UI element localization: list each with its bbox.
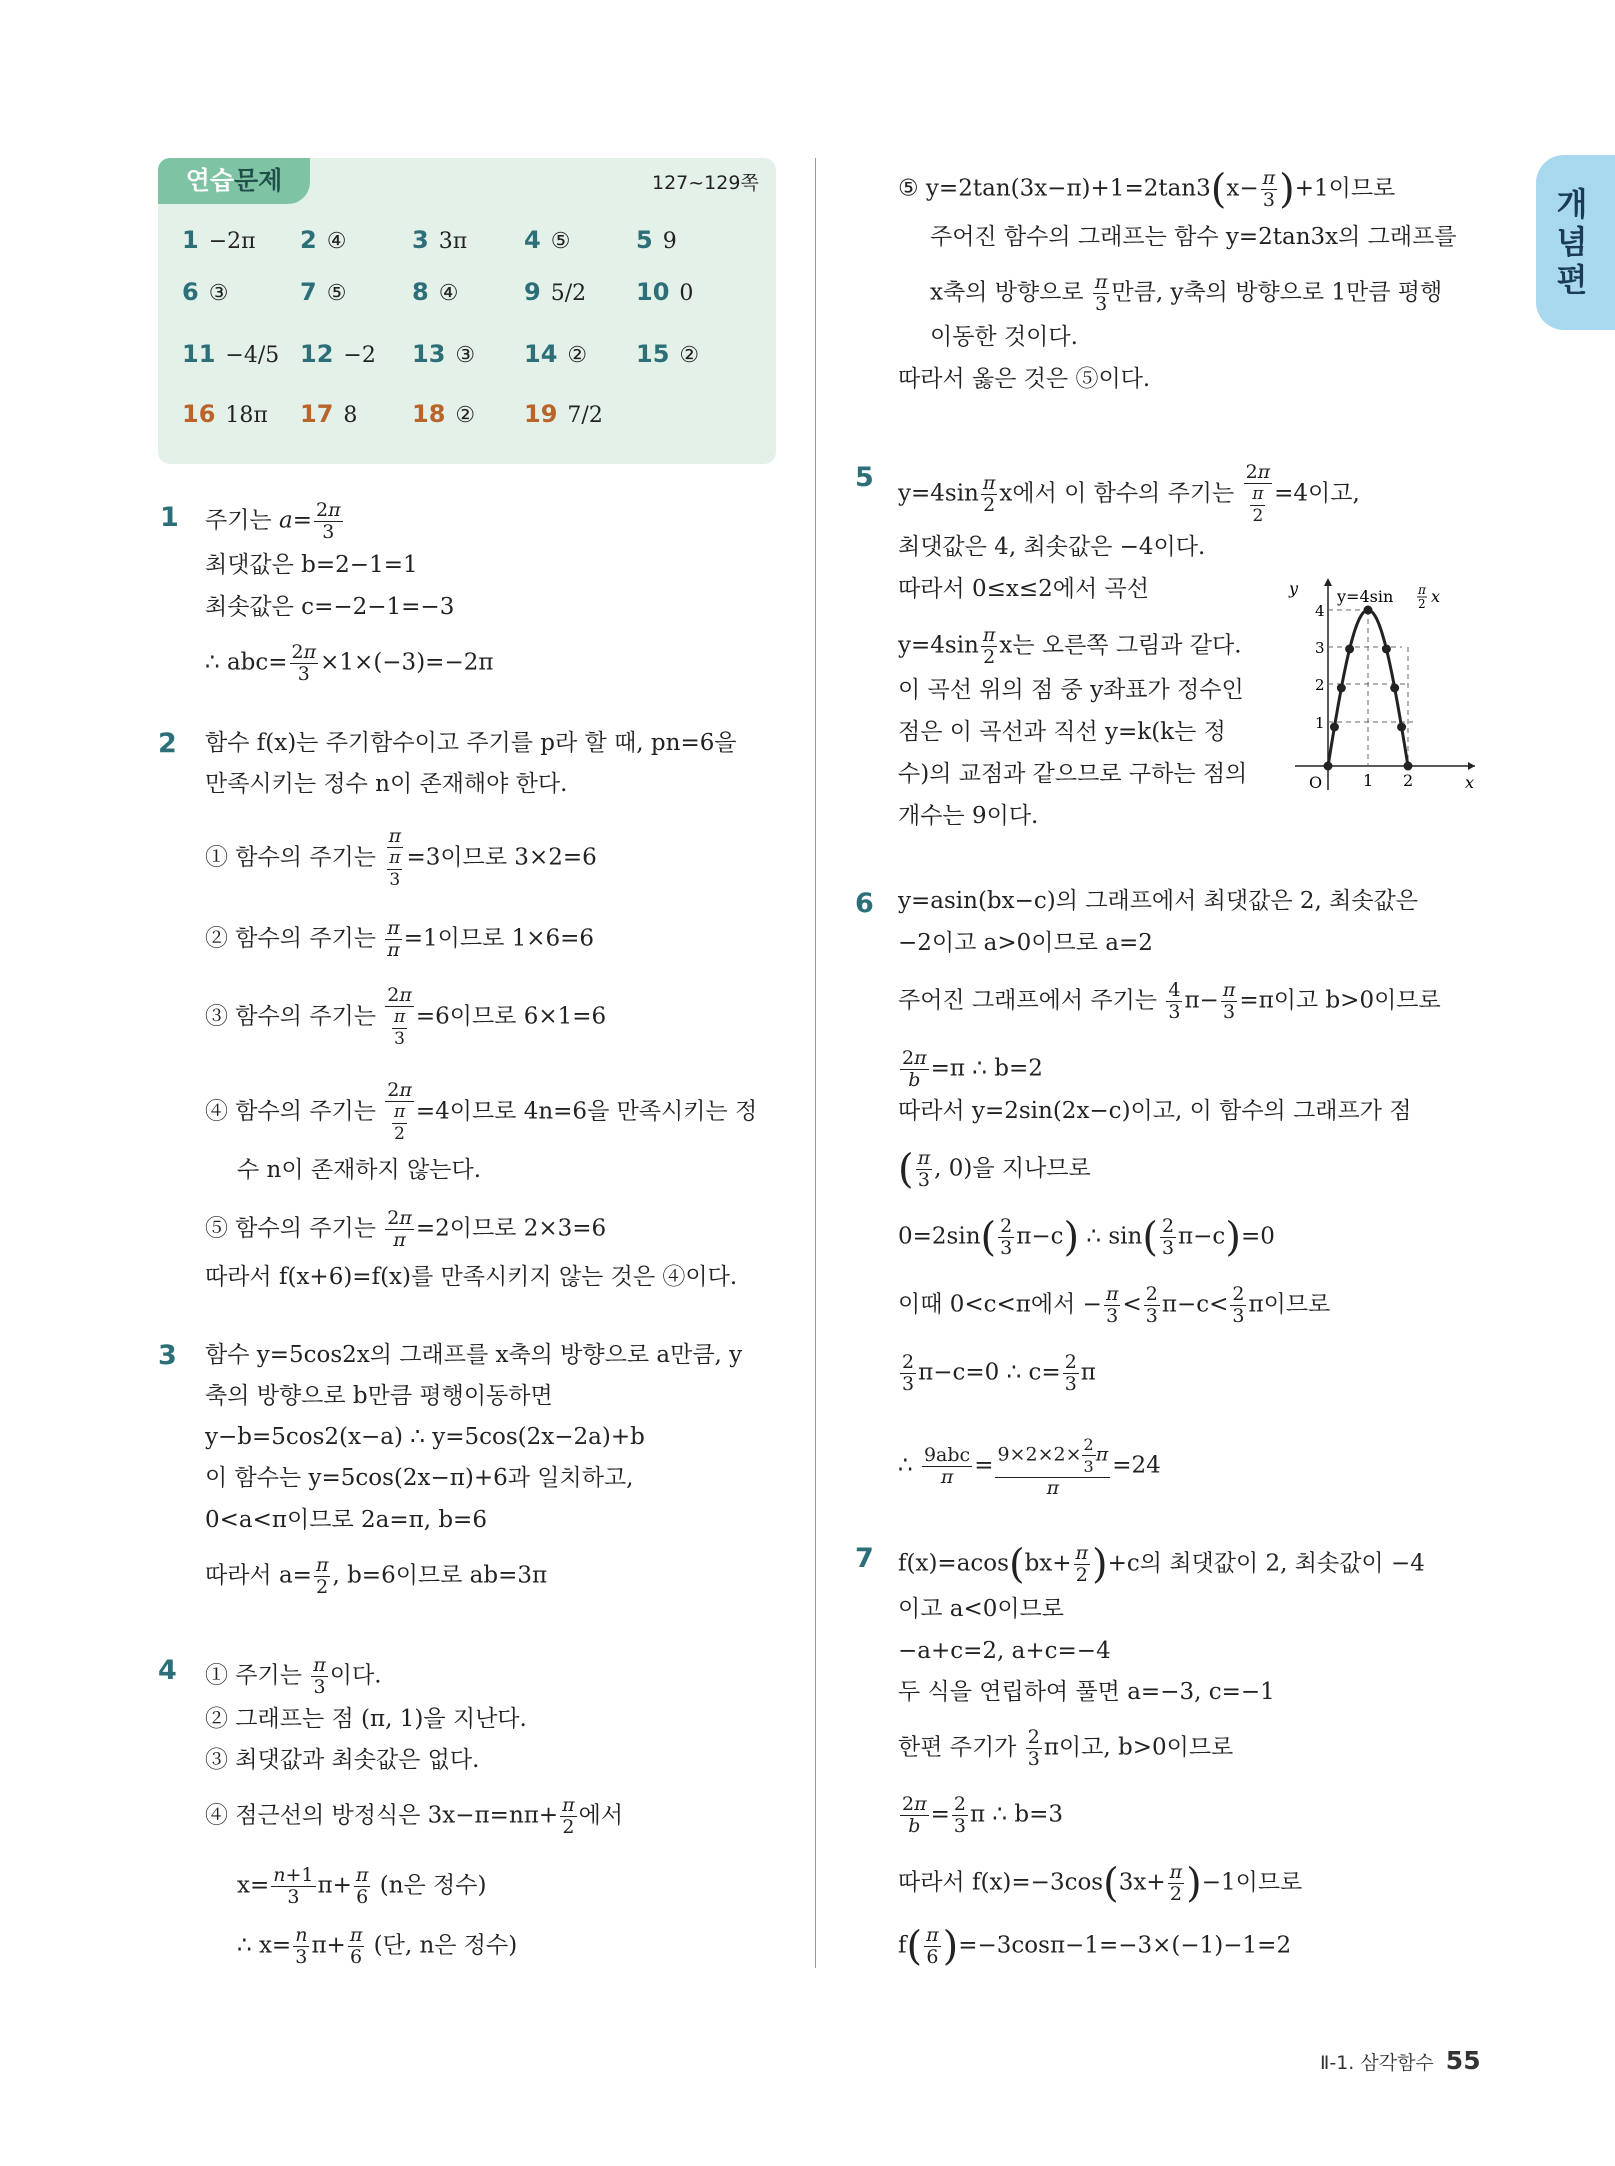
problem-1-line: 최댓값은 b=2−1=1 <box>205 552 418 578</box>
problem-7-line: f(x)=acos(bx+ $\frac{\pi}{2}$ )+c의 최댓값이 2, 최솟값이 −4 <box>898 1541 1425 1588</box>
problem-6-line: 이때 0<c<π에서 − $\frac{\pi}{3}$ < $\frac{2}{3}$ π−c< $\frac{2}{3}$ π이므로 <box>898 1283 1331 1327</box>
problem-3-line: 이 함수는 y=5cos(2x−π)+6과 일치하고, <box>205 1465 634 1491</box>
problem-6-line: $\frac{2}{3}$ π−c=0 ∴ c= $\frac{2}{3}$ π <box>902 1351 1096 1395</box>
problem-6-line: $\frac{2\pi}{b}$ =π ∴ b=2 <box>902 1047 1043 1091</box>
footer-section: Ⅱ-1. 삼각함수 <box>1320 2052 1434 2074</box>
y-tick-label: 2 <box>1315 676 1325 694</box>
curve-label: y=4sin <box>1337 587 1394 606</box>
integer-point <box>1382 645 1391 654</box>
problem-7-line: 이고 a<0이므로 <box>898 1596 1065 1622</box>
column-divider <box>815 158 816 1968</box>
problem-5-line: y=4sin $\frac{\pi}{2}$ x에서 이 함수의 주기는 $\frac{2\pi}{\frac{\pi}{2}}$ =4이고, <box>898 461 1360 526</box>
option-2: ② 함수의 주기는 $\frac{\pi}{\pi}$ =1이므로 1×6=6 <box>205 917 595 961</box>
problem-5-line: 수)의 교점과 같으므로 구하는 점의 <box>898 761 1248 787</box>
problem-7-line: −a+c=2, a+c=−4 <box>898 1638 1111 1664</box>
integer-point <box>1345 645 1354 654</box>
integer-point <box>1404 762 1413 771</box>
title-part-b: 문제 <box>234 166 283 195</box>
problem-5-line: 이 곡선 위의 점 중 y좌표가 정수인 <box>898 677 1244 703</box>
problem-4-conclusion: 따라서 옳은 것은 ⑤이다. <box>898 366 1151 392</box>
problem-number: 4 <box>158 1655 177 1686</box>
problem-number: 7 <box>855 1543 874 1574</box>
option-3: ③ 함수의 주기는 $\frac{2\pi}{\frac{\pi}{3}}$ =6이므로 6×1=6 <box>205 984 607 1049</box>
problem-1-line: 최솟값은 c=−2−1=−3 <box>205 594 455 620</box>
answer-item: 17 8 <box>300 400 358 428</box>
problem-4-line: ① 주기는 $\frac{\pi}{3}$ 이다. <box>205 1654 382 1698</box>
integer-point <box>1364 606 1373 615</box>
problem-2-line: 만족시키는 정수 n이 존재해야 한다. <box>205 771 568 797</box>
answer-item: 15 ② <box>636 340 700 368</box>
problem-number: 2 <box>158 728 177 759</box>
answer-item: 3 3π <box>412 226 468 254</box>
integer-point <box>1337 684 1346 693</box>
problem-6-line: ( $\frac{\pi}{3}$ , 0)을 지나므로 <box>898 1146 1091 1193</box>
x-axis-arrow <box>1468 762 1475 770</box>
problem-7-line: 따라서 f(x)=−3cos(3x+ $\frac{\pi}{2}$ )−1이므로 <box>898 1860 1303 1907</box>
problem-4-line: ④ 점근선의 방정식은 3x−π=nπ+ $\frac{\pi}{2}$ 에서 <box>205 1794 624 1838</box>
y-axis-label: y <box>1289 579 1299 598</box>
problem-5-line: y=4sin $\frac{\pi}{2}$ x는 오른쪽 그림과 같다. <box>898 624 1242 668</box>
problem-4-cont-line: 주어진 함수의 그래프는 함수 y=2tan3x의 그래프를 <box>930 224 1457 250</box>
problem-4-line: ③ 최댓값과 최솟값은 없다. <box>205 1747 480 1773</box>
answer-item: 1 −2π <box>182 226 256 254</box>
problem-7-line: f( $\frac{\pi}{6}$ )=−3cosπ−1=−3×(−1)−1=2 <box>898 1923 1292 1970</box>
integer-point <box>1390 684 1399 693</box>
problem-2-line: 함수 f(x)는 주기함수이고 주기를 p라 할 때, pn=6을 <box>205 730 737 756</box>
answer-item: 7 ⑤ <box>300 278 347 306</box>
answer-item: 11 −4/5 <box>182 340 280 368</box>
answer-item: 10 0 <box>636 278 694 306</box>
answer-item: 12 −2 <box>300 340 376 368</box>
sine-graph <box>1285 570 1480 795</box>
problem-5-line: 따라서 0≤x≤2에서 곡선 <box>898 576 1149 602</box>
problem-6-line: 주어진 그래프에서 주기는 $\frac{4}{3}$ π− $\frac{\pi}{3}$ =π이고 b>0이므로 <box>898 979 1441 1023</box>
answer-item: 2 ④ <box>300 226 347 254</box>
answer-item: 18 ② <box>412 400 476 428</box>
answer-item: 16 18π <box>182 400 268 428</box>
answer-pages: 127~129쪽 <box>652 172 759 194</box>
answer-item: 6 ③ <box>182 278 229 306</box>
problem-6-line: −2이고 a>0이므로 a=2 <box>898 930 1153 956</box>
y-tick-label: 1 <box>1315 714 1325 732</box>
svg-text:π: π <box>1418 583 1426 597</box>
problem-5-line: 개수는 9이다. <box>898 803 1039 829</box>
x-tick-label: 2 <box>1403 771 1414 790</box>
svg-text:2: 2 <box>1418 597 1426 611</box>
problem-2-conclusion: 따라서 f(x+6)=f(x)를 만족시키지 않는 것은 ④이다. <box>205 1264 738 1290</box>
problem-number: 3 <box>158 1340 177 1371</box>
problem-3-line: y−b=5cos2(x−a) ∴ y=5cos(2x−2a)+b <box>205 1424 645 1450</box>
problem-7-line: 한편 주기가 $\frac{2}{3}$ π이고, b>0이므로 <box>898 1726 1234 1770</box>
svg-text:x: x <box>1431 587 1441 606</box>
problem-6-line: y=asin(bx−c)의 그래프에서 최댓값은 2, 최솟값은 <box>898 888 1418 914</box>
problem-number: 1 <box>160 502 179 533</box>
problem-3-line: 0<a<π이므로 2a=π, b=6 <box>205 1507 487 1533</box>
integer-point <box>1397 723 1406 732</box>
page-footer <box>1320 2046 1481 2075</box>
problem-3-line: 따라서 a= $\frac{\pi}{2}$ , b=6이므로 ab=3π <box>205 1554 548 1598</box>
problem-5-line: 최댓값은 4, 최솟값은 −4이다. <box>898 534 1206 560</box>
problem-1-line: 주기는 a= $\frac{2\pi}{3}$ <box>205 499 341 543</box>
option-4: ④ 함수의 주기는 $\frac{2\pi}{\frac{\pi}{2}}$ =4이므로 4n=6을 만족시키는 정 <box>205 1079 758 1144</box>
problem-7-line: 두 식을 연립하여 풀면 a=−3, c=−1 <box>898 1679 1275 1705</box>
problem-number: 5 <box>855 462 874 493</box>
problem-6-line: ∴ $\frac{\text{9abc}}{\pi}$ = 9×2×2× $\frac{2}{3}$ π π =24 <box>898 1435 1161 1499</box>
y-tick-label: 3 <box>1315 639 1325 657</box>
answer-item: 5 9 <box>636 226 677 254</box>
y-tick-label: 4 <box>1315 602 1325 620</box>
page-number: 55 <box>1445 2046 1481 2075</box>
answer-item: 14 ② <box>524 340 588 368</box>
y-axis-arrow <box>1324 578 1332 586</box>
answer-item: 8 ④ <box>412 278 459 306</box>
problem-1-line: ∴ abc= $\frac{2\pi}{3}$ ×1×(−3)=−2π <box>205 641 494 685</box>
problem-6-line: 따라서 y=2sin(2x−c)이고, 이 함수의 그래프가 점 <box>898 1098 1412 1124</box>
x-axis-label: x <box>1465 773 1475 792</box>
x-tick-label: 1 <box>1363 771 1374 790</box>
option-4-cont: 수 n이 존재하지 않는다. <box>237 1157 482 1183</box>
problem-4-cont-line: ⑤ y=2tan(3x−π)+1=2tan3(x− $\frac{\pi}{3}$ )+1이므로 <box>898 166 1396 213</box>
answer-item: 13 ③ <box>412 340 476 368</box>
integer-point <box>1324 762 1333 771</box>
answer-item: 19 7/2 <box>524 400 603 428</box>
problem-4-line: ∴ x= $\frac{n}{3}$ π+ $\frac{\pi}{6}$ (단, n은 정수) <box>237 1924 518 1968</box>
problem-4-cont-line: 이동한 것이다. <box>930 324 1078 350</box>
origin-label: O <box>1309 773 1323 792</box>
option-5: ⑤ 함수의 주기는 $\frac{2\pi}{\pi}$ =2이므로 2×3=6 <box>205 1207 607 1251</box>
problem-4-line: ② 그래프는 점 (π, 1)을 지난다. <box>205 1706 527 1732</box>
side-tab-label: 개념편 <box>1556 185 1588 299</box>
problem-3-line: 함수 y=5cos2x의 그래프를 x축의 방향으로 a만큼, y <box>205 1342 743 1368</box>
problem-7-line: $\frac{2\pi}{b}$ = $\frac{2}{3}$ π ∴ b=3 <box>902 1793 1063 1837</box>
answer-item: 4 ⑤ <box>524 226 571 254</box>
problem-6-line: 0=2sin( $\frac{2}{3}$ π−c) ∴ sin( $\frac{2}{3}$ π−c)=0 <box>898 1214 1275 1261</box>
problem-4-line: x= $\frac{n+1}{3}$ π+ $\frac{\pi}{6}$ (n은 정수) <box>237 1864 487 1908</box>
integer-point <box>1330 723 1339 732</box>
answer-item: 9 5/2 <box>524 278 587 306</box>
option-1: ① 함수의 주기는 $\frac{\pi}{\frac{\pi}{3}}$ =3이므로 3×2=6 <box>205 825 597 890</box>
problem-number: 6 <box>855 888 874 919</box>
problem-3-line: 축의 방향으로 b만큼 평행이동하면 <box>205 1383 553 1409</box>
answer-box-title <box>158 158 310 204</box>
title-part-a: 연습 <box>185 166 234 195</box>
problem-5-line: 점은 이 곡선과 직선 y=k(k는 정 <box>898 719 1226 745</box>
problem-4-cont-line: x축의 방향으로 $\frac{\pi}{3}$ 만큼, y축의 방향으로 1만큼 평행 <box>930 271 1443 315</box>
